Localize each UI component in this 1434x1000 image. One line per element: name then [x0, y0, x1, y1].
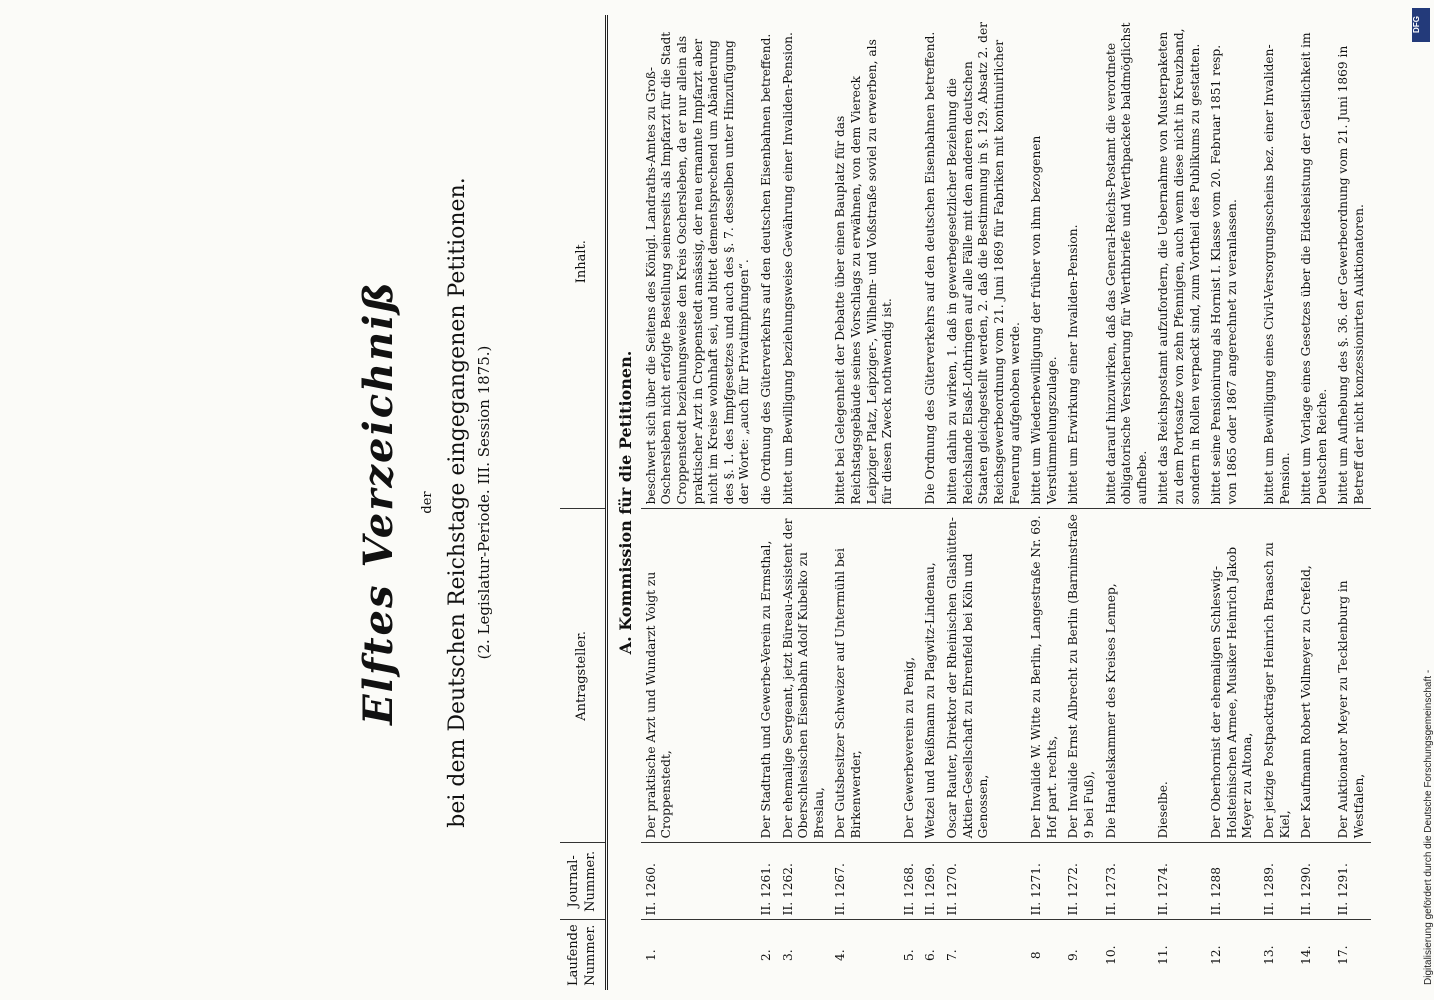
- table-row: [1206, 15, 1259, 990]
- table-row: [1333, 15, 1370, 990]
- dfg-logo: DFG: [1412, 8, 1430, 42]
- row-antragsteller: Die Handelskammer des Kreises Lennep,: [1101, 509, 1154, 843]
- row-laufende-nummer: 5.: [899, 920, 921, 990]
- table-row: [830, 15, 898, 990]
- row-laufende-nummer: 8: [1026, 920, 1063, 990]
- row-inhalt: bittet um Wiederbewilligung der früher von ihm bezogenen Verstümmelungszulage.: [1029, 135, 1059, 505]
- table-row: [942, 15, 1026, 990]
- table-row: [778, 15, 831, 990]
- row-inhalt: bittet um Aufhebung des §. 36. der Gewerbeordnung vom 21. Juni 1869 in Betreff der nicht konzessionirten Auktionatoren.: [1336, 45, 1367, 505]
- row-inhalt: die Ordnung des Güterverkehrs auf den deutschen Eisenbahnen betreffend.: [758, 33, 773, 505]
- row-journal-nummer: II. 1267.: [830, 843, 898, 920]
- row-journal-nummer: II. 1271.: [1026, 843, 1063, 920]
- row-inhalt: bittet bei Gelegenheit der Debatte über einen Bauplatz für das Reichstagsgebäude seines Vorschlags zu erwähnen, von dem Viereck Leipziger Platz, Leipziger-, Wilhelm- und Voßstraße soviel zu erwerben, als für diesen Zweck nothwendig ist.: [833, 39, 895, 505]
- document-subtitle: bei dem Deutschen Reichstage eingegangenen Petitionen.: [445, 177, 470, 828]
- digitization-credit: Digitalisierung gefördert durch die Deutsche Forschungsgemeinschaft -: [1423, 669, 1434, 985]
- title-connector: der: [420, 491, 435, 514]
- table-row: [1153, 15, 1206, 990]
- petition-table: [560, 15, 1371, 990]
- row-antragsteller: Der Invalide W. Witte zu Berlin, Langestraße Nr. 69. Hof part. rechts,: [1026, 509, 1063, 843]
- row-journal-nummer: II. 1269.: [920, 843, 942, 920]
- table-header: [560, 15, 607, 990]
- table-row: [1026, 15, 1063, 990]
- row-laufende-nummer: 12.: [1206, 920, 1259, 990]
- row-journal-nummer: II. 1289.: [1259, 843, 1296, 920]
- row-inhalt: bittet darauf hinzuwirken, daß das General-Reichs-Postamt die verordnete obligatorische Versicherung für Werthbriefe und Werthpackete baldmöglichst aufhebe.: [1103, 22, 1149, 505]
- row-journal-nummer: II. 1261.: [756, 843, 778, 920]
- row-laufende-nummer: 14.: [1296, 920, 1333, 990]
- row-inhalt: bittet um Bewilligung eines Civil-Versorgungsscheins bez. einer Invaliden-Pension.: [1262, 44, 1292, 505]
- row-antragsteller: Der Kaufmann Robert Vollmeyer zu Crefeld,: [1296, 509, 1333, 843]
- row-laufende-nummer: 13.: [1259, 920, 1296, 990]
- row-antragsteller: Dieselbe.: [1153, 509, 1206, 843]
- table-row: [1063, 15, 1100, 990]
- col-header-journal-nummer: Journal-Nummer.: [560, 843, 607, 920]
- row-antragsteller: Der ehemalige Sergeant, jetzt Büreau-Assistent der Oberschlesischen Eisenbahn Adolf Kubelko zu Breslau,: [778, 509, 831, 843]
- section-heading: A. Kommission für die Petitionen.: [616, 350, 636, 655]
- row-inhalt: bittet seine Pensionirung als Hornist I. Klasse vom 20. Februar 1851 resp. von 1865 oder 1867 angerechnet zu veranlassen.: [1209, 44, 1239, 505]
- row-journal-nummer: II. 1290.: [1296, 843, 1333, 920]
- col-header-antragsteller: Antragsteller.: [560, 509, 607, 843]
- row-inhalt: bitten dahin zu wirken, 1. daß in gewerbegesetzlicher Beziehung die Reichslande Elsaß-Lothringen auf alle Fälle mit den anderen deutschen Staaten gleichgestellt werden, 2. daß die Bestimmung in §. 129. Absatz 2. der Reichsgewerbeordnung vom 21. Juni 1869 für Fabriken mit kontinuirlicher Feuerung aufgehoben werde.: [945, 22, 1022, 505]
- row-laufende-nummer: 17.: [1333, 920, 1370, 990]
- row-journal-nummer: II. 1288: [1206, 843, 1259, 920]
- table-body: [607, 15, 1371, 990]
- document-page: [25, 15, 1430, 990]
- row-inhalt: bittet um Erwirkung einer Invaliden-Pension.: [1066, 224, 1081, 505]
- row-antragsteller: Der Gewerbeverein zu Penig,: [899, 509, 921, 843]
- row-laufende-nummer: 2.: [756, 920, 778, 990]
- table-row: [756, 15, 778, 990]
- table-row: [920, 15, 942, 990]
- row-antragsteller: Der Invalide Ernst Albrecht zu Berlin (Barnimstraße 9 bei Fuß),: [1063, 509, 1100, 843]
- row-antragsteller: Der Gutsbesitzer Schweizer auf Untermühl bei Birkenwerder,: [830, 509, 898, 843]
- table-row: [1296, 15, 1333, 990]
- section-heading-row: [607, 15, 641, 990]
- row-laufende-nummer: 11.: [1153, 920, 1206, 990]
- row-laufende-nummer: 10.: [1101, 920, 1154, 990]
- row-journal-nummer: II. 1291.: [1333, 843, 1370, 920]
- row-laufende-nummer: 7.: [942, 920, 1026, 990]
- row-laufende-nummer: 3.: [778, 920, 831, 990]
- row-inhalt: bittet das Reichspostamt aufzufordern, die Uebernahme von Musterpaketen zu dem Portosatze von zehn Pfennigen, auch wenn diese nicht in Kreuzband, sondern in Rollen verpackt sind, zum Vortheil des Publikums zu gestatten.: [1156, 28, 1202, 505]
- row-journal-nummer: II. 1270.: [942, 843, 1026, 920]
- row-journal-nummer: II. 1268.: [899, 843, 921, 920]
- row-inhalt: bittet um Bewilligung beziehungsweise Gewährung einer Invaliden-Pension.: [780, 32, 795, 505]
- col-header-laufende-nummer: Laufende Nummer.: [560, 920, 607, 990]
- row-antragsteller: Der Auktionator Meyer zu Tecklenburg in Westfalen,: [1333, 509, 1370, 843]
- col-header-inhalt: Inhalt.: [560, 15, 607, 509]
- table-row: [641, 15, 756, 990]
- row-laufende-nummer: 1.: [641, 920, 756, 990]
- row-inhalt: Die Ordnung des Güterverkehrs auf den deutschen Eisenbahnen betreffend.: [923, 31, 938, 505]
- row-journal-nummer: II. 1273.: [1101, 843, 1154, 920]
- session-info: (2. Legislatur-Periode. III. Session 1875.): [475, 345, 493, 660]
- row-antragsteller: Wetzel und Reißmann zu Plagwitz-Lindenau,: [920, 509, 942, 843]
- row-journal-nummer: II. 1274.: [1153, 843, 1206, 920]
- table-row: [1101, 15, 1154, 990]
- row-journal-nummer: II. 1272.: [1063, 843, 1100, 920]
- document-title: Elftes Verzeichniß: [355, 280, 402, 725]
- row-antragsteller: Der jetzige Postpackträger Heinrich Braasch zu Kiel,: [1259, 509, 1296, 843]
- row-journal-nummer: II. 1262.: [778, 843, 831, 920]
- row-inhalt: beschwert sich über die Seitens des Königl. Landraths-Amtes zu Groß-Oschersleben nicht erfolgte Bestellung seinerseits als Impfarzt für die Stadt Croppenstedt beziehungsweise den Kreis Oschersleben, da er nur allein als praktischer Arzt in Croppenstedt ansässig, der neu ernannte Impfarzt aber nicht im Kreise wohnhaft sei, und bittet dementsprechend um Abänderung des §. 1. des Impfgesetzes und auch des §. 7. desselben unter Hinzufügung der Worte: „auch für Privatimpfungen“.: [643, 31, 752, 505]
- table-row: [1259, 15, 1296, 990]
- row-antragsteller: Der Stadtrath und Gewerbe-Verein zu Ermsthal,: [756, 509, 778, 843]
- row-inhalt: bittet um Vorlage eines Gesetzes über die Eidesleistung der Geistlichkeit im Deutschen Reiche.: [1299, 32, 1329, 505]
- row-inhalt: [899, 15, 921, 509]
- row-antragsteller: Der Oberhornist der ehemaligen Schleswig-Holsteinischen Armee, Musiker Heinrich Jakob Meyer zu Altona,: [1206, 509, 1259, 843]
- row-journal-nummer: II. 1260.: [641, 843, 756, 920]
- row-antragsteller: Oscar Rauter, Direktor der Rheinischen Glashütten-Aktien-Gesellschaft zu Ehrenfeld bei Köln und Genossen,: [942, 509, 1026, 843]
- row-laufende-nummer: 6.: [920, 920, 942, 990]
- row-laufende-nummer: 9.: [1063, 920, 1100, 990]
- row-laufende-nummer: 4.: [830, 920, 898, 990]
- table-row: [899, 15, 921, 990]
- row-antragsteller: Der praktische Arzt und Wundarzt Voigt zu Croppenstedt,: [641, 509, 756, 843]
